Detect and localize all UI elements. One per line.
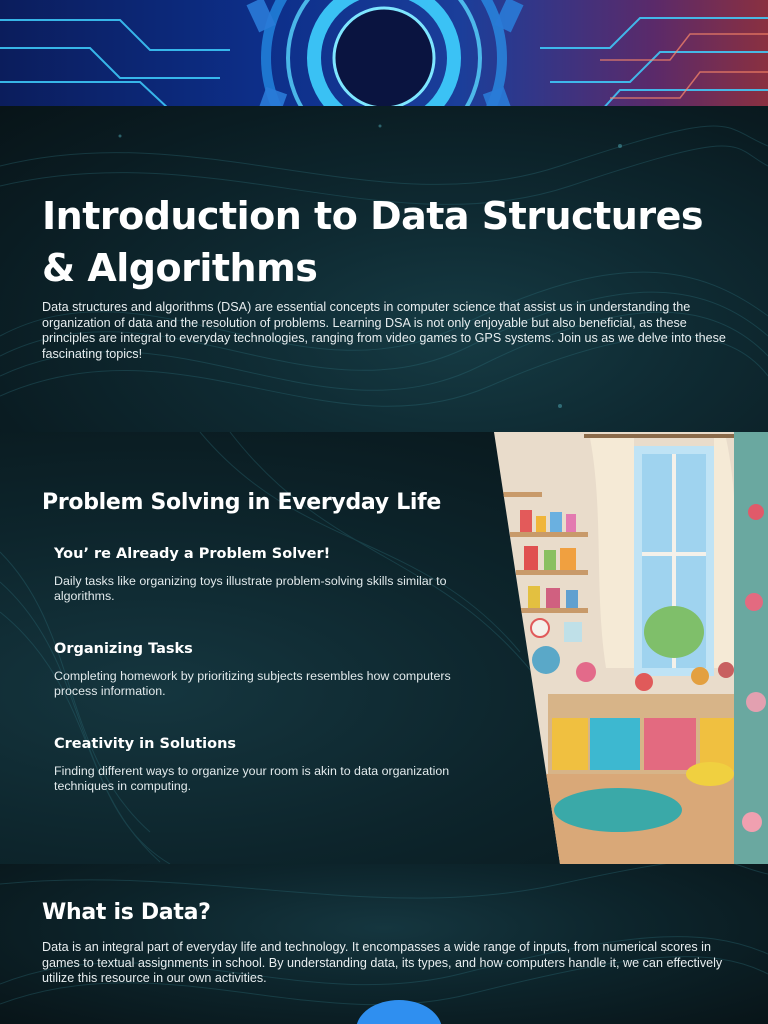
kids-playroom-photo [494,432,768,864]
problem-solver-item [54,544,474,604]
item-heading: Creativity in Solutions [54,736,237,752]
intro-title: Introduction to Data Structures & Algorithms [42,194,703,290]
problem-solving-title: Problem Solving in Everyday Life [42,490,442,515]
intro-paragraph: Data structures and algorithms (DSA) are essential concepts in computer science that assist us in understanding the organization of data and the resolution of problems. Learning DSA is not only enjoyable but also beneficial, as these principles are integral to everyday technologies, ranging from video games to GPS systems. Join us as we delve into these fascinating topics! [42,300,726,361]
problem-solving-slide [0,432,768,864]
organizing-tasks-item [54,639,474,699]
what-is-data-slide [0,864,768,1024]
item-heading: Organizing Tasks [54,641,193,657]
item-heading: You’ re Already a Problem Solver! [54,546,331,562]
item-text: Finding different ways to organize your room is akin to data organization techniques in computing. [54,764,450,793]
item-text: Daily tasks like organizing toys illustrate problem-solving skills similar to algorithms. [54,574,447,603]
intro-slide [0,106,768,432]
what-is-data-title: What is Data? [42,900,211,925]
what-is-data-paragraph: Data is an integral part of everyday life and technology. It encompasses a wide range of inputs, from numerical scores in games to textual assignments in school. By understanding data, its types, and how computers handle it, we can effectively utilize this resource in our own activities. [42,940,723,985]
creativity-item [54,734,474,794]
item-text: Completing homework by prioritizing subjects resembles how computers process information. [54,669,451,698]
